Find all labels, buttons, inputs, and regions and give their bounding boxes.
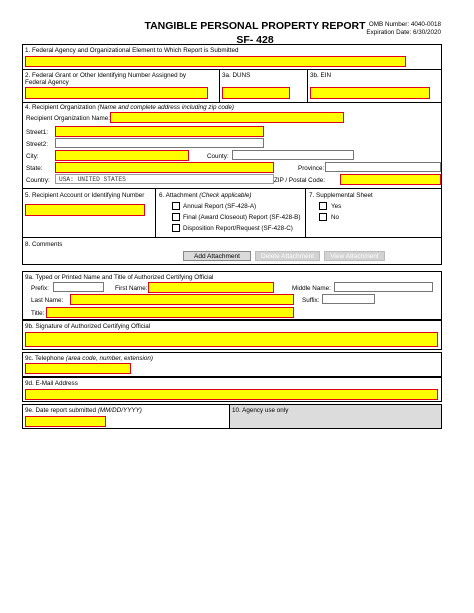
omb-number: OMB Number: 4040-0018 bbox=[368, 21, 441, 28]
supplemental-no-checkbox[interactable] bbox=[319, 213, 327, 221]
suffix-field[interactable] bbox=[322, 294, 375, 304]
prefix-label: Prefix: bbox=[31, 285, 49, 292]
street2-label: Street2: bbox=[26, 141, 49, 148]
section-5-label: 5. Recipient Account or Identifying Number bbox=[25, 192, 145, 199]
last-name-label: Last Name: bbox=[31, 297, 64, 304]
final-report-label: Final (Award Closeout) Report (SF-428-B) bbox=[183, 214, 301, 221]
suffix-label: Suffix: bbox=[302, 297, 320, 304]
final-report-checkbox[interactable] bbox=[172, 213, 180, 221]
annual-report-label: Annual Report (SF-428-A) bbox=[183, 203, 257, 210]
delete-attachment-button[interactable]: Delete Attachment bbox=[255, 251, 320, 261]
zip-field[interactable] bbox=[340, 174, 441, 185]
prefix-field[interactable] bbox=[53, 282, 104, 292]
section-6-label: 6. Attachment (Check applicable) bbox=[159, 192, 252, 199]
county-label: County: bbox=[207, 153, 229, 160]
state-field[interactable] bbox=[55, 162, 274, 173]
org-name-label: Recipient Organization Name: bbox=[26, 115, 110, 122]
street1-label: Street1: bbox=[26, 129, 49, 136]
county-field[interactable] bbox=[232, 150, 354, 160]
middle-name-label: Middle Name: bbox=[292, 285, 331, 292]
ein-field[interactable] bbox=[310, 87, 430, 99]
section-7-label: 7. Supplemental Sheet bbox=[309, 192, 373, 199]
middle-name-field[interactable] bbox=[334, 282, 433, 292]
annual-report-checkbox[interactable] bbox=[172, 202, 180, 210]
federal-agency-field[interactable] bbox=[25, 56, 406, 67]
section-2-label: 2. Federal Grant or Other Identifying Number Assigned by Federal Agency bbox=[25, 72, 187, 86]
country-value: USA: UNITED STATES bbox=[59, 176, 126, 183]
street2-field[interactable] bbox=[55, 138, 264, 148]
telephone-field[interactable] bbox=[25, 363, 131, 374]
account-number-field[interactable] bbox=[25, 204, 145, 216]
city-label: City: bbox=[26, 153, 39, 160]
country-field[interactable] bbox=[55, 174, 274, 184]
duns-field[interactable] bbox=[222, 87, 290, 99]
agency-use-label: 10. Agency use only bbox=[232, 407, 289, 414]
org-name-field[interactable] bbox=[110, 112, 344, 123]
supplemental-yes-label: Yes bbox=[331, 203, 342, 210]
disposition-report-label: Disposition Report/Request (SF-428-C) bbox=[183, 225, 293, 232]
form-title bbox=[140, 20, 370, 46]
zip-label: ZIP / Postal Code: bbox=[274, 177, 325, 184]
supplemental-yes-checkbox[interactable] bbox=[319, 202, 327, 210]
country-label: Country: bbox=[26, 177, 50, 184]
form-number: SF- 428 bbox=[236, 34, 274, 46]
grant-number-field[interactable] bbox=[25, 87, 208, 99]
state-label: State: bbox=[26, 165, 43, 172]
section-4-label: 4. Recipient Organization (Name and complete address including zip code) bbox=[25, 104, 234, 111]
section-9e-label: 9e. Date report submitted (MM/DD/YYYY) bbox=[25, 407, 142, 414]
section-9d-label: 9d. E-Mail Address bbox=[25, 380, 78, 387]
expiration-date: Expiration Date: 6/30/2020 bbox=[366, 29, 441, 36]
view-attachment-button[interactable]: View Attachment bbox=[324, 251, 385, 261]
section-9c-label: 9c. Telephone (area code, number, extension) bbox=[25, 355, 154, 362]
province-label: Province: bbox=[298, 165, 325, 172]
street1-field[interactable] bbox=[55, 126, 264, 137]
date-submitted-field[interactable] bbox=[25, 416, 106, 427]
add-attachment-button[interactable]: Add Attachment bbox=[183, 251, 251, 261]
section-9a-label: 9a. Typed or Printed Name and Title of Authorized Certifying Official bbox=[25, 274, 214, 281]
title-label: Title: bbox=[31, 310, 45, 317]
email-field[interactable] bbox=[25, 389, 438, 400]
supplemental-no-label: No bbox=[331, 214, 340, 221]
duns-label: 3a. DUNS bbox=[222, 72, 251, 79]
signature-field[interactable] bbox=[25, 332, 438, 347]
first-name-label: First Name: bbox=[115, 285, 148, 292]
first-name-field[interactable] bbox=[148, 282, 274, 293]
ein-label: 3b. EIN bbox=[310, 72, 331, 79]
province-field[interactable] bbox=[325, 162, 441, 172]
city-field[interactable] bbox=[55, 150, 189, 161]
section-9b-label: 9b. Signature of Authorized Certifying Official bbox=[25, 323, 151, 330]
last-name-field[interactable] bbox=[70, 294, 294, 305]
section-8-label: 8. Comments bbox=[25, 241, 63, 248]
form-title-line1: TANGIBLE PERSONAL PROPERTY REPORT bbox=[144, 20, 366, 32]
section-1-label: 1. Federal Agency and Organizational Element to Which Report is Submitted bbox=[25, 47, 239, 54]
title-field[interactable] bbox=[46, 307, 294, 318]
disposition-report-checkbox[interactable] bbox=[172, 224, 180, 232]
